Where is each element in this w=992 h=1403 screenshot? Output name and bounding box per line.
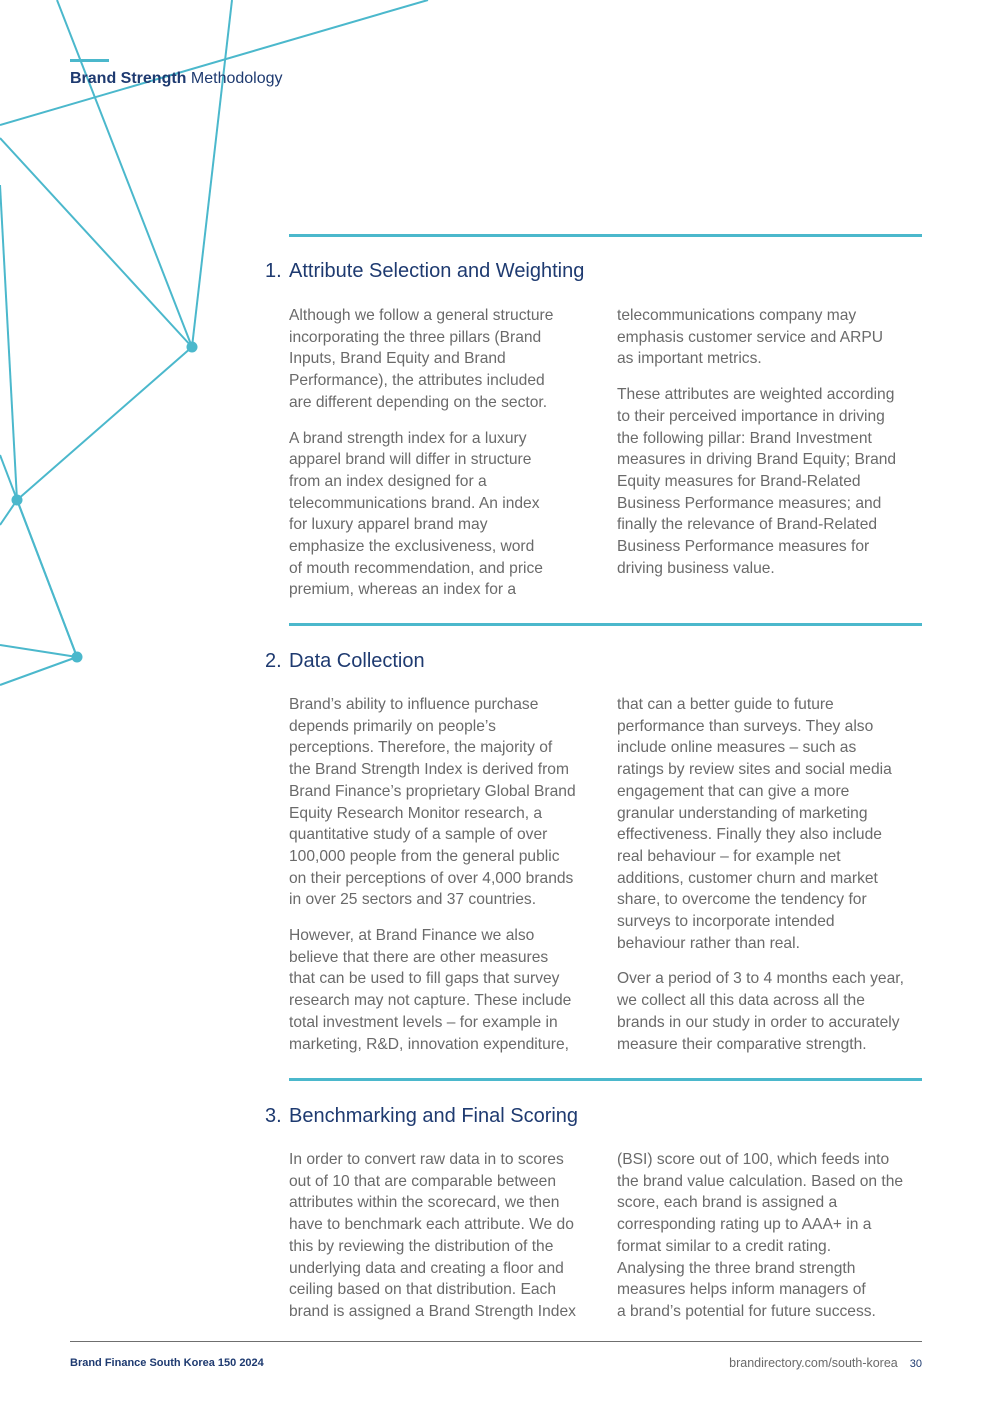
footer-rule — [70, 1341, 922, 1342]
body-paragraph: Over a period of 3 to 4 months each year, we collect all this data across all the brands in our study in order to accurately measure their comparative strength. — [617, 970, 904, 1053]
network-node — [12, 495, 23, 506]
footer-right — [729, 1356, 922, 1370]
section-title: Data Collection — [289, 650, 425, 672]
section-title: Attribute Selection and Weighting — [289, 260, 585, 282]
network-node — [187, 342, 198, 353]
section-number: 1. — [265, 260, 282, 282]
footer-url[interactable]: brandirectory.com/south-korea — [729, 1356, 898, 1370]
section-2-right-column — [617, 694, 922, 1069]
section-number: 2. — [265, 650, 282, 672]
section-divider — [289, 623, 922, 626]
section-divider — [289, 234, 922, 237]
body-paragraph: However, at Brand Finance we also believe that there are other measures that can be used to fill gaps that survey research may not capture. These include total investment levels – for example in marketing, R&D, innovation expenditure, — [289, 927, 572, 1053]
footer-publication: Brand Finance South Korea 150 2024 — [70, 1357, 264, 1369]
body-paragraph: These attributes are weighted according to their perceived importance in driving the following pillar: Brand Investment measures in driving Brand Equity; Brand Equity measures for Brand-Related Business Performance measures; and finally the relevance of Brand-Related Business Performance measures for driving business value. — [617, 386, 897, 577]
page-header — [70, 59, 283, 88]
page-title-bold: Brand Strength — [70, 70, 187, 87]
section-title: Benchmarking and Final Scoring — [289, 1105, 579, 1127]
section-1-left-column — [289, 305, 594, 615]
section-heading-attribute-selection — [265, 260, 584, 283]
section-heading-data-collection — [265, 650, 425, 673]
network-node — [72, 652, 83, 663]
section-divider — [289, 1078, 922, 1081]
section-3-right-column — [617, 1149, 922, 1337]
section-1-right-column — [617, 305, 922, 593]
section-heading-benchmarking — [265, 1105, 578, 1128]
body-paragraph: (BSI) score out of 100, which feeds into the brand value calculation. Based on the score, each brand is assigned a corresponding rating up to AAA+ in a format similar to a credit rating. Analysing the three brand strength measures helps inform managers of a brand’s potential for future success. — [617, 1151, 904, 1320]
page-number: 30 — [909, 1358, 922, 1370]
page-title-regular: Methodology — [190, 70, 283, 87]
section-3-left-column — [289, 1149, 594, 1337]
body-paragraph: A brand strength index for a luxury apparel brand will differ in structure from an index designed for a telecommunications brand. An index for luxury apparel brand may emphasize the exclusiveness, word of mouth recommendation, and price premium, whereas an index for a — [289, 429, 543, 599]
body-paragraph: Although we follow a general structure incorporating the three pillars (Brand Inputs, Brand Equity and Brand Performance), the attributes included are different depending on the sector. — [289, 307, 554, 411]
body-paragraph: telecommunications company may emphasis customer service and ARPU as important metrics. — [617, 307, 884, 368]
page-title — [70, 70, 283, 88]
body-paragraph: Brand’s ability to influence purchase depends primarily on people’s perceptions. Therefore, the majority of the Brand Strength Index is derived from Brand Finance’s proprietary Global Brand Equity Research Monitor research, a quantitative study of a sample of over 100,000 people from the general public on their perceptions of over 4,000 brands in over 25 sectors and 37 countries. — [289, 696, 576, 909]
section-number: 3. — [265, 1105, 282, 1127]
body-paragraph: In order to convert raw data in to scores out of 10 that are comparable between attributes within the scorecard, we then have to benchmark each attribute. We do this by reviewing the distribution of the underlying data and creating a floor and ceiling based on that distribution. Each brand is assigned a Brand Strength Index — [289, 1151, 576, 1320]
header-accent-bar — [70, 59, 109, 62]
section-2-left-column — [289, 694, 594, 1069]
body-paragraph: that can a better guide to future performance than surveys. They also include online measures – such as ratings by review sites and social media engagement that can give a more granular understanding of marketing effectiveness. Finally they also include real behaviour – for example net additions, customer churn and market share, to overcome the tendency for surveys to incorporate intended behaviour rather than real. — [617, 696, 892, 952]
